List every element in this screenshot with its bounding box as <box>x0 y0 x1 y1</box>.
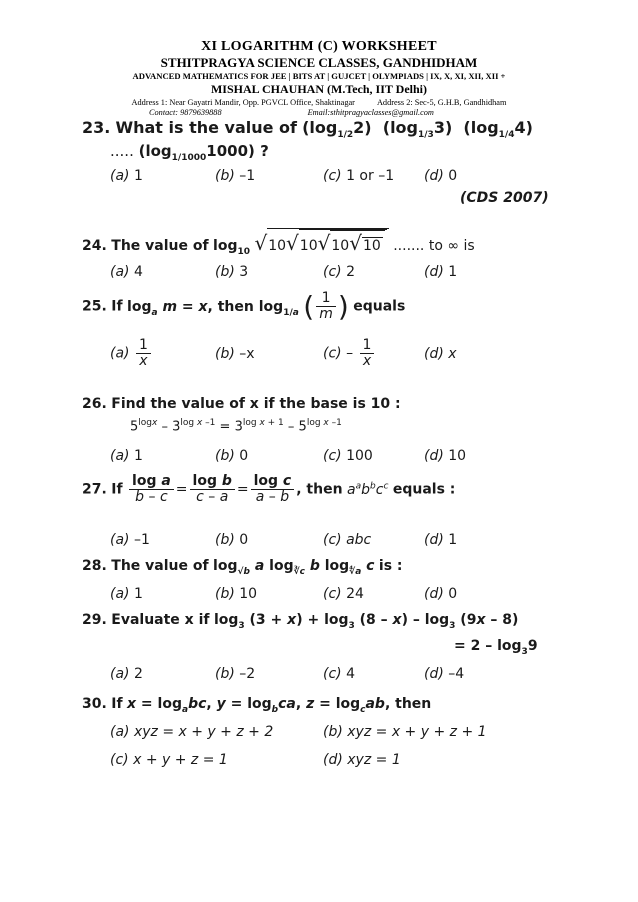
equation-29-rhs: = $2 - \log_39$ <box>454 638 538 657</box>
question-24: 24. The value of $\log_{10} √10√10√10√10$ ....... to ∞ is <box>82 228 475 257</box>
option-a: (a) 1 <box>110 168 143 184</box>
question-text: What is the value of <box>115 118 298 137</box>
worksheet-header <box>0 38 638 118</box>
question-25: 25. If $\log_a m = x$, then $\log_{1/a}$ ( $\frac{1}{m}$ ) equals <box>82 290 406 323</box>
contact-email: Email:sthitpragyaclasses@gmail.com <box>307 108 434 117</box>
source-tag: (CDS 2007) <box>460 190 549 206</box>
worksheet-title: XI LOGARITHM (C) WORKSHEET <box>201 39 437 54</box>
question-number: 23. <box>82 118 111 137</box>
option-d: (d) 0 <box>424 168 458 184</box>
option-b: (b) –1 <box>215 168 256 184</box>
option-c: (c) 1 or –1 <box>323 168 395 184</box>
contact-line <box>0 108 638 118</box>
address-2: Address 2: Sec-5, G.H.B, Gandhidham <box>376 98 507 107</box>
contact-number: Contact: 9879639888 <box>149 108 222 117</box>
question-28: 28. The value of $\log_{√b} a$ $\log_{∛c} b$ $\log_{∜a} c$ is : <box>82 558 403 577</box>
question-29: 29. Evaluate x if $\log_3 (3 + x) + \log_3 (8 - x) - \log_3 (9x - 8)$ <box>82 612 519 631</box>
question-27: 27. If $\frac{\text{log a}}{b - c}$ = $\frac{\text{log b}}{c - a}$ = $\frac{\text{log c}}{a - b}$ , then $a^ab^bc^c$ equals : <box>82 473 456 505</box>
teacher-name: MISHAL CHAUHAN (M.Tech, IIT Delhi) <box>210 82 428 96</box>
question-30: 30. If $x = \log_abc$, $y = \log_bca$, $z = \log_cab$, then <box>82 696 432 715</box>
institute-name: STHITPRAGYA SCIENCE CLASSES, GANDHIDHAM <box>160 55 478 70</box>
question-23-continued: ..... $(\log_{1/1000}1000)$ ? <box>110 142 269 163</box>
equation-26: $5^{logx} - 3^{log x -1} = 3^{log x + 1} - 5^{log x -1}$ <box>130 418 342 435</box>
question-26: 26. Find the value of x if the base is 10 : <box>82 396 401 412</box>
address-1: Address 1: Near Gayatri Mandir, Opp. PGVCL Office, Shaktinagar <box>131 98 355 107</box>
courses-line: ADVANCED MATHEMATICS FOR JEE | BITS AT | GUJCET | OLYMPIADS | IX, X, XI, XII, XII + <box>132 71 506 81</box>
address-line <box>0 97 638 108</box>
question-23: 23. What is the value of $(\log_{1/2}2)$ $(\log_{1/3}3)$ $(\log_{1/4}4)$ <box>82 118 533 141</box>
